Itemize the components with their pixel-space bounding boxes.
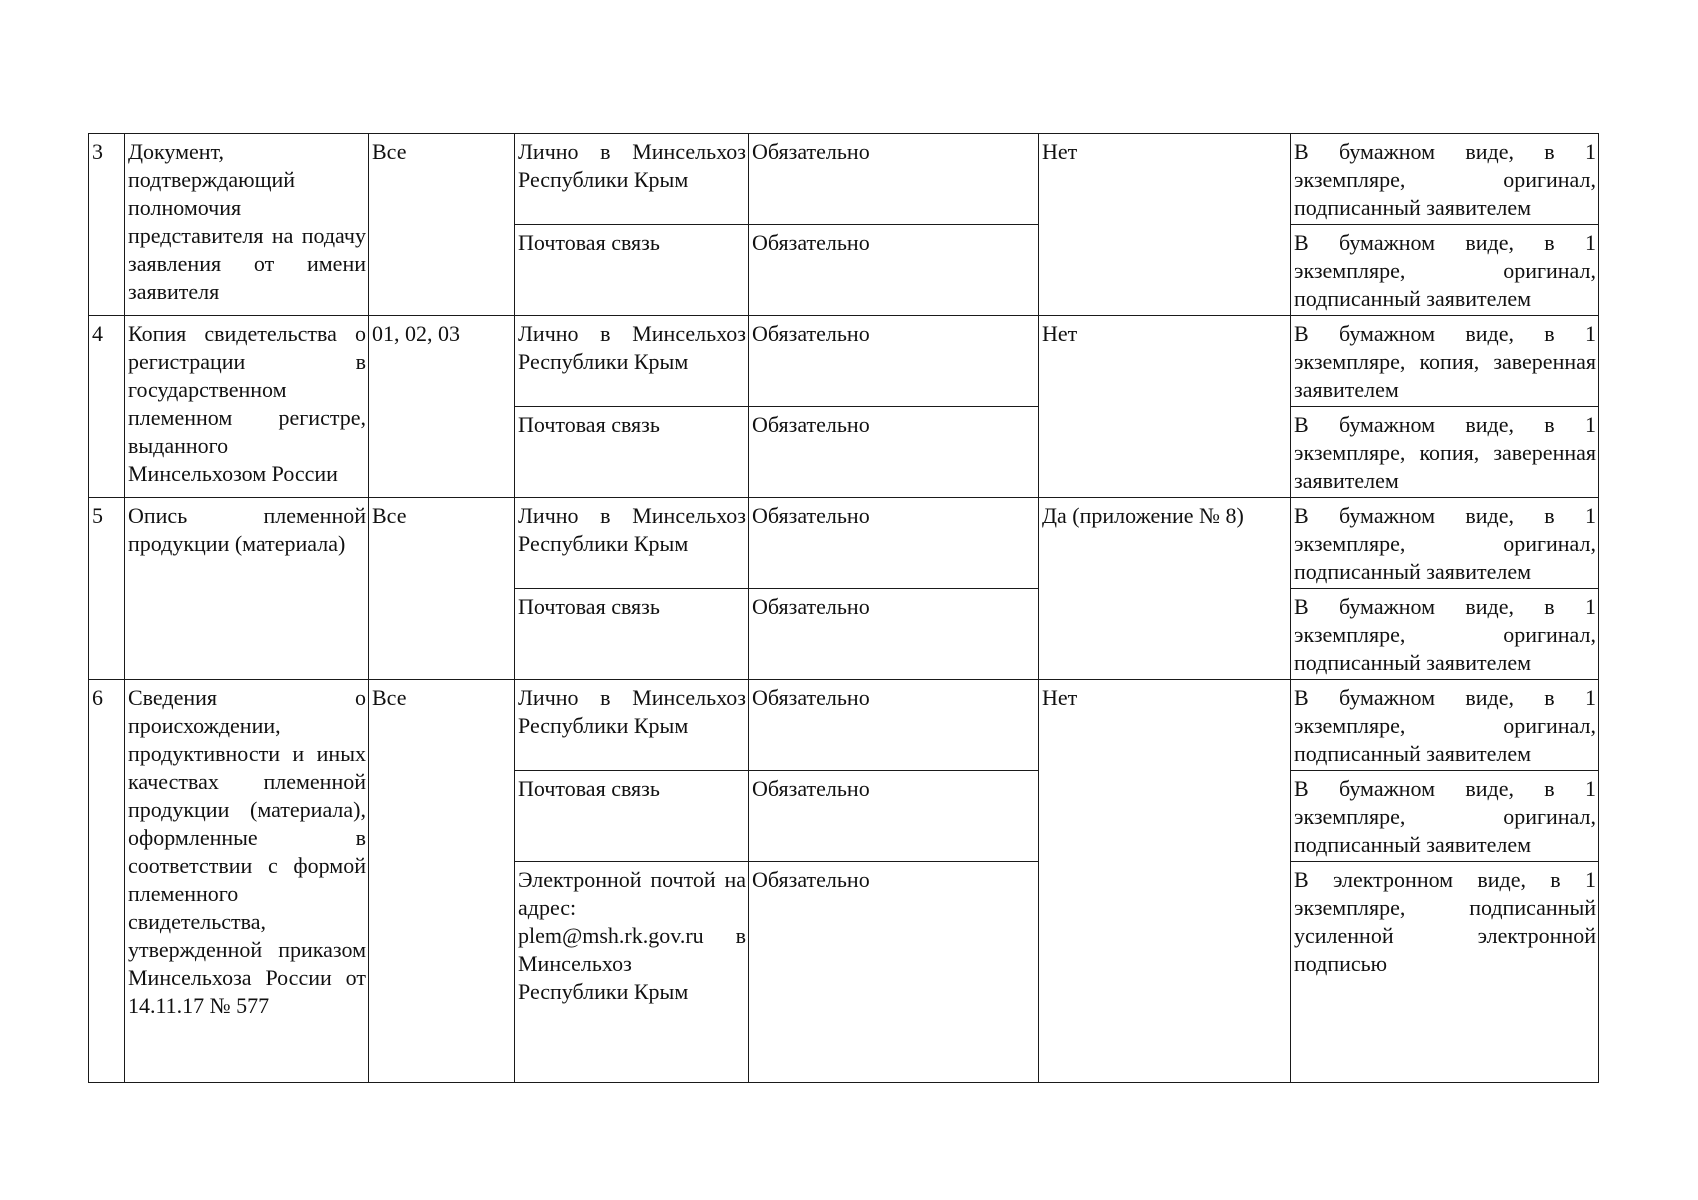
submission-method: Почтовая связь xyxy=(515,225,749,316)
template-provided: Нет xyxy=(1039,134,1291,316)
row-number: 3 xyxy=(89,134,125,316)
row-number: 6 xyxy=(89,680,125,1083)
submission-method: Почтовая связь xyxy=(515,771,749,862)
table-row xyxy=(89,134,1599,225)
row-number: 5 xyxy=(89,498,125,680)
document-form: В бумажном виде, в 1 экземпляре, копия, заверенная заявителем xyxy=(1291,316,1599,407)
document-form: В бумажном виде, в 1 экземпляре, оригинал, подписанный заявителем xyxy=(1291,225,1599,316)
document-name: Документ, подтверждающий полномочия представителя на подачу заявления от имени заявителя xyxy=(125,134,369,316)
row-number: 4 xyxy=(89,316,125,498)
template-provided: Да (приложение № 8) xyxy=(1039,498,1291,680)
requirement: Обязательно xyxy=(749,589,1039,680)
document-form: В бумажном виде, в 1 экземпляре, оригинал, подписанный заявителем xyxy=(1291,134,1599,225)
template-provided: Нет xyxy=(1039,680,1291,1083)
applicant-category: Все xyxy=(369,680,515,1083)
submission-method: Почтовая связь xyxy=(515,589,749,680)
requirement: Обязательно xyxy=(749,498,1039,589)
requirement: Обязательно xyxy=(749,862,1039,1083)
applicant-category: Все xyxy=(369,134,515,316)
document-name: Копия свидетельства о регистрации в государственном племенном регистре, выданного Минсельхозом России xyxy=(125,316,369,498)
template-provided: Нет xyxy=(1039,316,1291,498)
documents-table xyxy=(88,133,1599,1083)
document-name: Опись племенной продукции (материала) xyxy=(125,498,369,680)
requirement: Обязательно xyxy=(749,680,1039,771)
document-form: В бумажном виде, в 1 экземпляре, оригинал, подписанный заявителем xyxy=(1291,771,1599,862)
requirement: Обязательно xyxy=(749,225,1039,316)
document-form: В электронном виде, в 1 экземпляре, подписанный усиленной электронной подписью xyxy=(1291,862,1599,1083)
document-form: В бумажном виде, в 1 экземпляре, оригинал, подписанный заявителем xyxy=(1291,680,1599,771)
table-row xyxy=(89,498,1599,589)
document-form: В бумажном виде, в 1 экземпляре, копия, заверенная заявителем xyxy=(1291,407,1599,498)
submission-method: Лично в Минсельхоз Республики Крым xyxy=(515,134,749,225)
document-name: Сведения о происхождении, продуктивности и иных качествах племенной продукции (материала), оформленные в соответствии с формой племенного свидетельства, утвержденной приказом Минсельхоза России от 14.11.17 № 577 xyxy=(125,680,369,1083)
submission-method: Лично в Минсельхоз Республики Крым xyxy=(515,498,749,589)
document-form: В бумажном виде, в 1 экземпляре, оригинал, подписанный заявителем xyxy=(1291,498,1599,589)
applicant-category: Все xyxy=(369,498,515,680)
requirement: Обязательно xyxy=(749,316,1039,407)
requirement: Обязательно xyxy=(749,407,1039,498)
submission-method: Лично в Минсельхоз Республики Крым xyxy=(515,316,749,407)
table-row xyxy=(89,316,1599,407)
submission-method: Почтовая связь xyxy=(515,407,749,498)
requirement: Обязательно xyxy=(749,771,1039,862)
requirement: Обязательно xyxy=(749,134,1039,225)
applicant-category: 01, 02, 03 xyxy=(369,316,515,498)
submission-method: Лично в Минсельхоз Республики Крым xyxy=(515,680,749,771)
submission-method: Электронной почтой на адрес: plem@msh.rk.gov.ru в Минсельхоз Республики Крым xyxy=(515,862,749,1083)
document-form: В бумажном виде, в 1 экземпляре, оригинал, подписанный заявителем xyxy=(1291,589,1599,680)
table-row xyxy=(89,680,1599,771)
